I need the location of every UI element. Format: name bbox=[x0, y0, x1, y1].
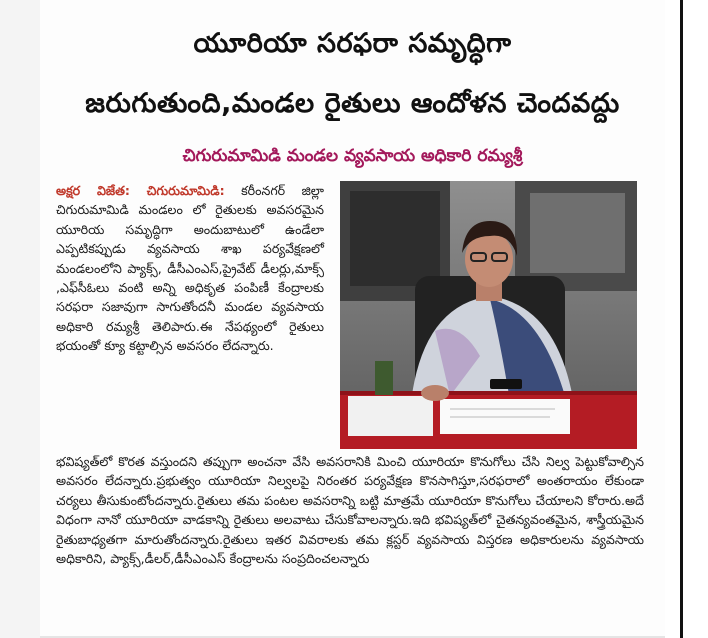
page-border-rule bbox=[680, 0, 683, 638]
subheadline: చిగురుమామిడి మండల వ్యవసాయ అధికారి రమ్యశ్రీ bbox=[182, 146, 523, 166]
byline: అక్షర విజేత: చిగురుమామిడి: bbox=[56, 183, 225, 198]
article-body-column-text: కరీంనగర్ జిల్లా చిగురుమామిడి మండలం లో రైతులకు అవసరమైన యూరియ సమృద్ధిగా అందుబాటులో ఉండేలా ఎప్పటికప్పుడు వ్యవసాయ శాఖ పర్యవేక్షణలో మండలంలోని ప్యాక్స్, డీసీఎంఎస్,ప్రైవేట్ డీలర్లు,మాక్స్ ,ఎఫ్‌సీఓలు వంటి అన్ని అధికృత పంపిణీ కేంద్రాలకు సరఫరా సజావుగా సాగుతోందనీ మండల వ్యవసాయ అధికారి రమ్యశ్రీ తెలిపారు.ఈ నేపథ్యంలో రైతులు భయంతో క్యూ కట్టాల్సిన అవసరం లేదన్నారు. bbox=[56, 183, 324, 354]
right-page-gutter bbox=[665, 0, 708, 638]
officer-photo-image bbox=[340, 181, 637, 449]
headline-line-2: జరుగుతుంది,మండల రైతులు ఆందోళన చెందవద్దు bbox=[85, 88, 620, 119]
article-body-column bbox=[56, 181, 324, 356]
headline-line-1: యూరియా సరఫరా సమృద్ధిగా bbox=[193, 28, 512, 59]
left-page-gutter bbox=[0, 0, 40, 638]
article-body-full-width: భవిష్యత్‌లో కొరత వస్తుందని తప్పుగా అంచనా వేసి అవసరానికి మించి యూరియా కొనుగోలు చేసి నిల్వ పెట్టుకోవాల్సిన అవసరం లేదన్నారు.ప్రభుత్వం యూరియా నిల్వలపై నిరంతర పర్యవేక్షణ కొనసాగిస్తూ,సరఫరాలో అంతరాయం లేకుండా చర్యలు తీసుకుంటోందన్నారు.రైతులు తమ పంటల అవసరాన్ని బట్టి మాత్రమే యూరియా కొనుగోలు చేయాలని కోరారు.అదే విధంగా నానో యూరియా వాడకాన్ని రైతులు అలవాటు చేసుకోవాలన్నారు.ఇది భవిష్యత్‌లో చైతన్యవంతమైన, శాస్త్రీయమైన రైతుబాధ్యతగా మారుతోందన్నారు.రైతులు ఇతర వివరాలకు తమ క్లస్టర్ వ్యవసాయ విస్తరణ అధికారులను వ్యవసాయ అధికారిని, ప్యాక్స్,డీలర్,డీసీఎంఎస్ కేంద్రాలను సంప్రదించలన్నారు bbox=[56, 454, 644, 567]
article-photo bbox=[340, 181, 637, 449]
